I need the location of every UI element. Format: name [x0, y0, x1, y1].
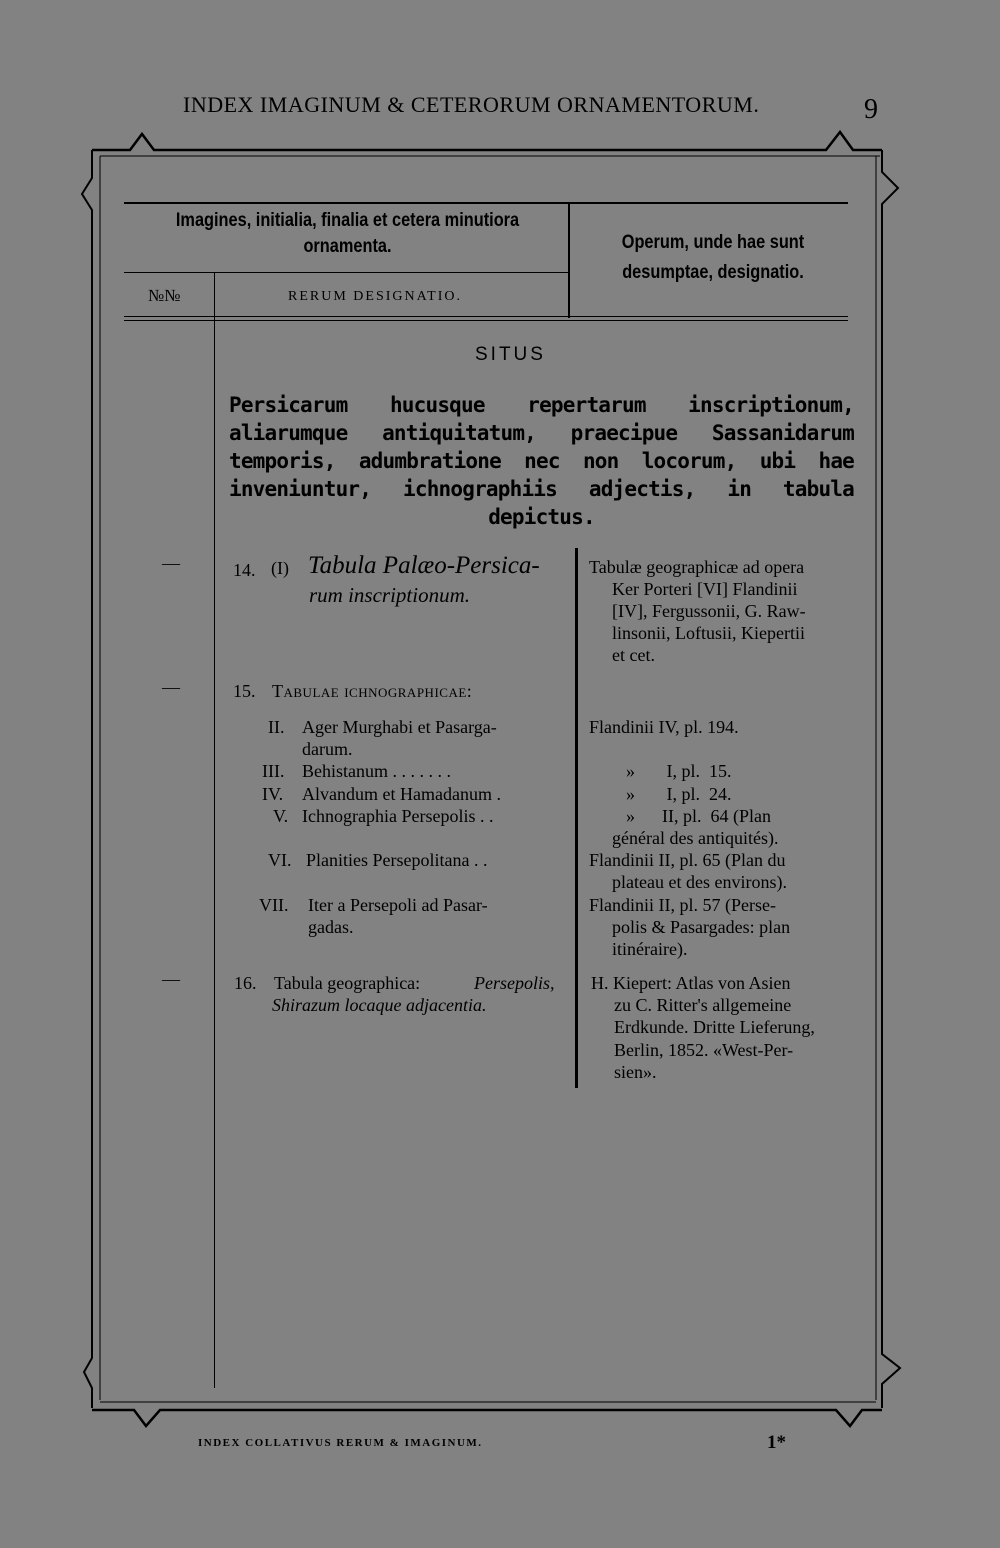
entry-14-source-2: Ker Porteri [VI] Flandinii — [612, 579, 798, 599]
entry-15-item-VII-num: VII. — [259, 895, 289, 915]
entry-15-item-II-cont: darum. — [302, 739, 353, 759]
entry-15-item-VII-source-cont2: itinéraire). — [612, 939, 688, 959]
entry-15-item-VII-source-cont: polis & Pasargades: plan — [612, 917, 791, 937]
entry-15-item-VII-cont: gadas. — [308, 917, 354, 937]
entry-16-dash: — — [162, 969, 180, 989]
section-body: Persicarum hucusque repertarum inscriptionum, aliarumque antiquitatum, praecipue Sassanidarum temporis, adumbratione nec non locorum, ubi hae inveniuntur, ichnographiis adjectis, in tabula depictus. — [229, 393, 854, 529]
entry-14-roman: (I) — [271, 558, 289, 578]
entry-15-item-VI-text: Planities Persepolitana . . — [306, 850, 488, 870]
column-header-left: Imagines, initialia, finalia et cetera minutiora ornamenta. — [175, 210, 520, 257]
entry-15-item-III-num: III. — [262, 761, 285, 781]
entry-14-dash: — — [162, 553, 180, 573]
entry-14-number: 14. — [233, 560, 256, 580]
entry-15-item-VI-num: VI. — [268, 850, 292, 870]
entry-15-item-IV-text: Alvandum et Hamadanum . — [302, 784, 501, 804]
body-column-divider — [575, 548, 578, 1088]
column-header-right: Operum, unde hae sunt desumptae, designatio. — [621, 232, 805, 283]
entry-15-item-VII-text: Iter a Persepoli ad Pasar- — [308, 895, 488, 915]
footer-signature-mark: 1* — [767, 1432, 786, 1453]
entry-16-source-4: Berlin, 1852. «West-Per- — [614, 1040, 794, 1060]
column-header-number: №№ — [148, 286, 181, 305]
header-bottom-rule-2 — [124, 320, 848, 321]
entry-14-title-line1: Tabula Palæo-Persica- — [308, 552, 540, 579]
column-header-rerum: RERUM DESIGNATIO. — [288, 289, 462, 304]
entry-15-item-II-source: Flandinii IV, pl. 194. — [589, 717, 739, 737]
section-title: SITUS — [475, 344, 546, 365]
page-number: 9 — [864, 94, 878, 125]
header-column-divider — [568, 204, 570, 318]
entry-16-source-5: sien». — [614, 1062, 657, 1082]
entry-15-item-V-text: Ichnographia Persepolis . . — [302, 806, 494, 826]
entry-15-item-VI-source-cont: plateau et des environs). — [612, 872, 787, 892]
entry-16-source-2: zu C. Ritter's allgemeine — [614, 995, 792, 1015]
number-column-rule — [214, 272, 215, 1388]
entry-14-source-4: linsonii, Loftusii, Kiepertii — [612, 623, 805, 643]
entry-15-item-V-source: » II, pl. 64 (Plan — [626, 806, 771, 826]
entry-15-item-II-text: Ager Murghabi et Pasarga- — [302, 717, 497, 737]
entry-15-item-III-source: » I, pl. 15. — [626, 761, 732, 781]
entry-15-item-IV-num: IV. — [262, 784, 284, 804]
entry-16-title-italic2: Shirazum locaque adjacentia. — [272, 995, 487, 1015]
entry-16-source-1: H. Kiepert: Atlas von Asien — [591, 973, 791, 993]
entry-16-title-plain: Tabula geographica: — [274, 973, 421, 993]
footer-signature: INDEX COLLATIVUS RERUM & IMAGINUM. — [198, 1437, 483, 1449]
entry-15-item-V-source-cont: général des antiquités). — [612, 828, 779, 848]
entry-15-item-V-num: V. — [273, 806, 289, 826]
entry-14-source-3: [IV], Fergussonii, G. Raw- — [612, 601, 806, 621]
entry-14-source-1: Tabulæ geographicæ ad opera — [589, 557, 805, 577]
entry-15-title: Tabulae ichnographicae: — [272, 681, 473, 701]
entry-16-number: 16. — [234, 973, 257, 993]
header-bottom-rule-1 — [124, 316, 848, 317]
entry-15-number: 15. — [233, 681, 256, 701]
running-title: INDEX IMAGINUM & CETERORUM ORNAMENTORUM. — [183, 92, 760, 117]
entry-16-source-3: Erdkunde. Dritte Lieferung, — [614, 1017, 815, 1037]
entry-15-item-II-num: II. — [268, 717, 285, 737]
entry-15-item-III-text: Behistanum . . . . . . . — [302, 761, 451, 781]
table-top-rule — [124, 202, 848, 204]
entry-16-title-italic1: Persepolis, — [474, 973, 555, 993]
entry-15-item-VII-source: Flandinii II, pl. 57 (Perse- — [589, 895, 776, 915]
header-sub-rule — [124, 272, 568, 273]
entry-15-item-VI-source: Flandinii II, pl. 65 (Plan du — [589, 850, 786, 870]
entry-15-item-IV-source: » I, pl. 24. — [626, 784, 732, 804]
entry-15-dash: — — [162, 677, 180, 697]
entry-14-source-5: et cet. — [612, 645, 655, 665]
entry-14-title-line2: rum inscriptionum. — [309, 583, 471, 607]
